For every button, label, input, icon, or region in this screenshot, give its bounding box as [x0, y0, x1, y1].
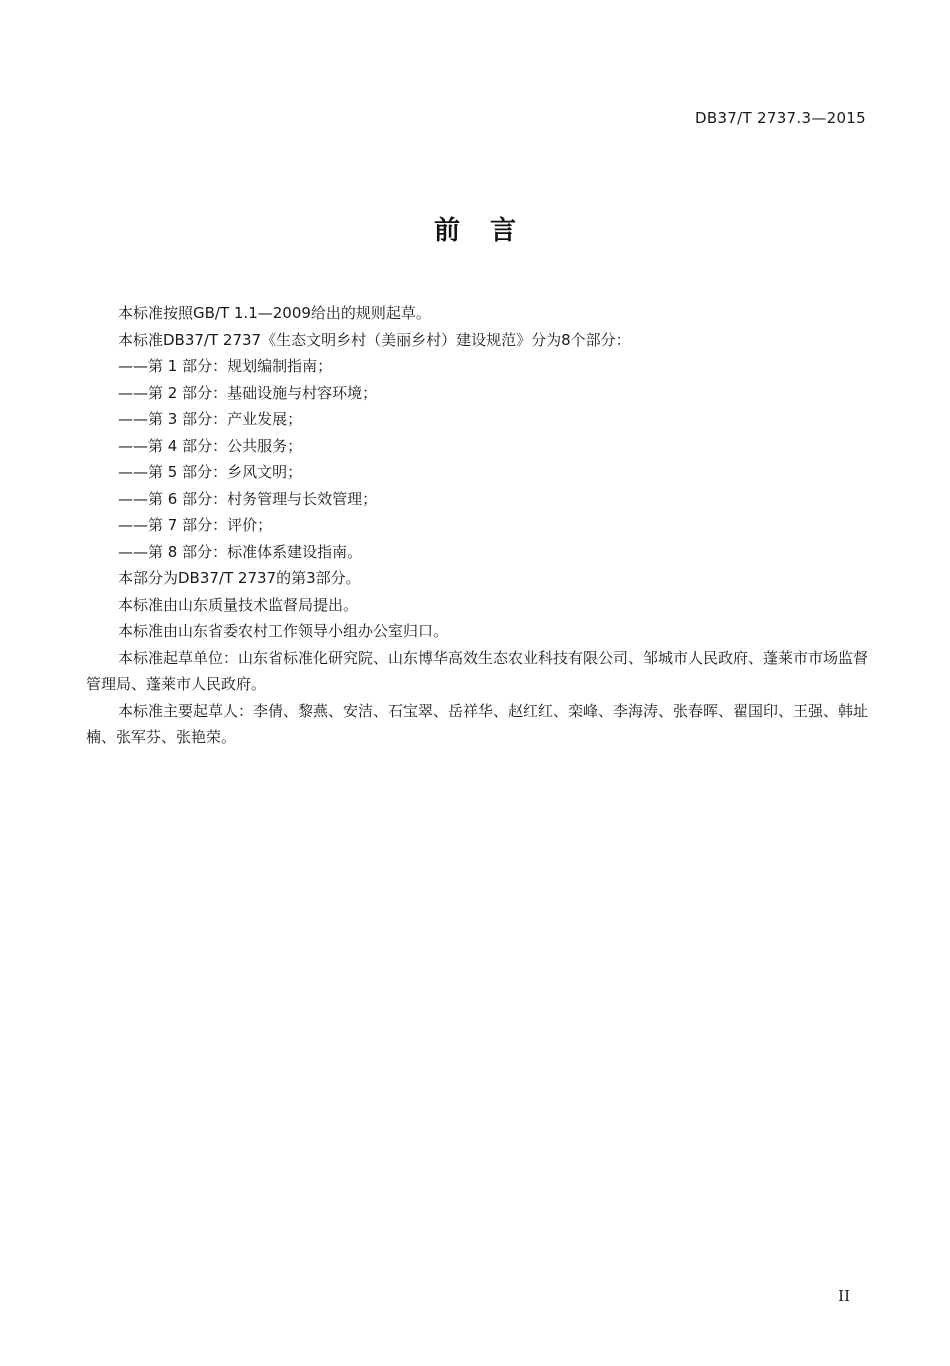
- paragraph-proposed-by: 本标准由山东质量技术监督局提出。: [118, 595, 359, 614]
- list-item-part-5: ——第 5 部分：乡风文明；: [118, 463, 303, 481]
- list-item-part-8: ——第 8 部分：标准体系建设指南。: [118, 542, 363, 561]
- list-item-part-7: ——第 7 部分：评价；: [118, 516, 273, 534]
- list-item-part-3: ——第 3 部分：产业发展；: [118, 410, 303, 428]
- paragraph-this-part: 本部分为DB37/T 2737的第3部分。: [118, 569, 361, 587]
- document-code: DB37/T 2737.3—2015: [695, 109, 866, 127]
- paragraph-drafting-units: 本标准起草单位：山东省标准化研究院、山东博华高效生态农业科技有限公司、邹城市人民政府、蓬莱市市场监督管理局、蓬莱市人民政府。: [86, 648, 869, 693]
- paragraph-centralized-by: 本标准由山东省委农村工作领导小组办公室归口。: [118, 622, 449, 640]
- page-number: II: [838, 1287, 850, 1305]
- paragraph-drafting-rules: 本标准按照GB/T 1.1—2009给出的规则起草。: [118, 304, 431, 322]
- section-title: 前言: [433, 216, 546, 246]
- paragraph-drafters: 本标准主要起草人：李倩、黎燕、安洁、石宝翠、岳祥华、赵红红、栾峰、李海涛、张春晖、翟国印、王强、韩址楠、张军芬、张艳荣。: [86, 701, 869, 746]
- list-item-part-6: ——第 6 部分：村务管理与长效管理；: [118, 489, 378, 508]
- paragraph-parts-intro: 本标准DB37/T 2737《生态文明乡村（美丽乡村）建设规范》分为8个部分：: [118, 330, 631, 349]
- list-item-part-2: ——第 2 部分：基础设施与村容环境；: [118, 383, 378, 402]
- foreword-body: [86, 300, 868, 751]
- list-item-part-1: ——第 1 部分：规划编制指南；: [118, 357, 333, 375]
- list-item-part-4: ——第 4 部分：公共服务；: [118, 436, 303, 455]
